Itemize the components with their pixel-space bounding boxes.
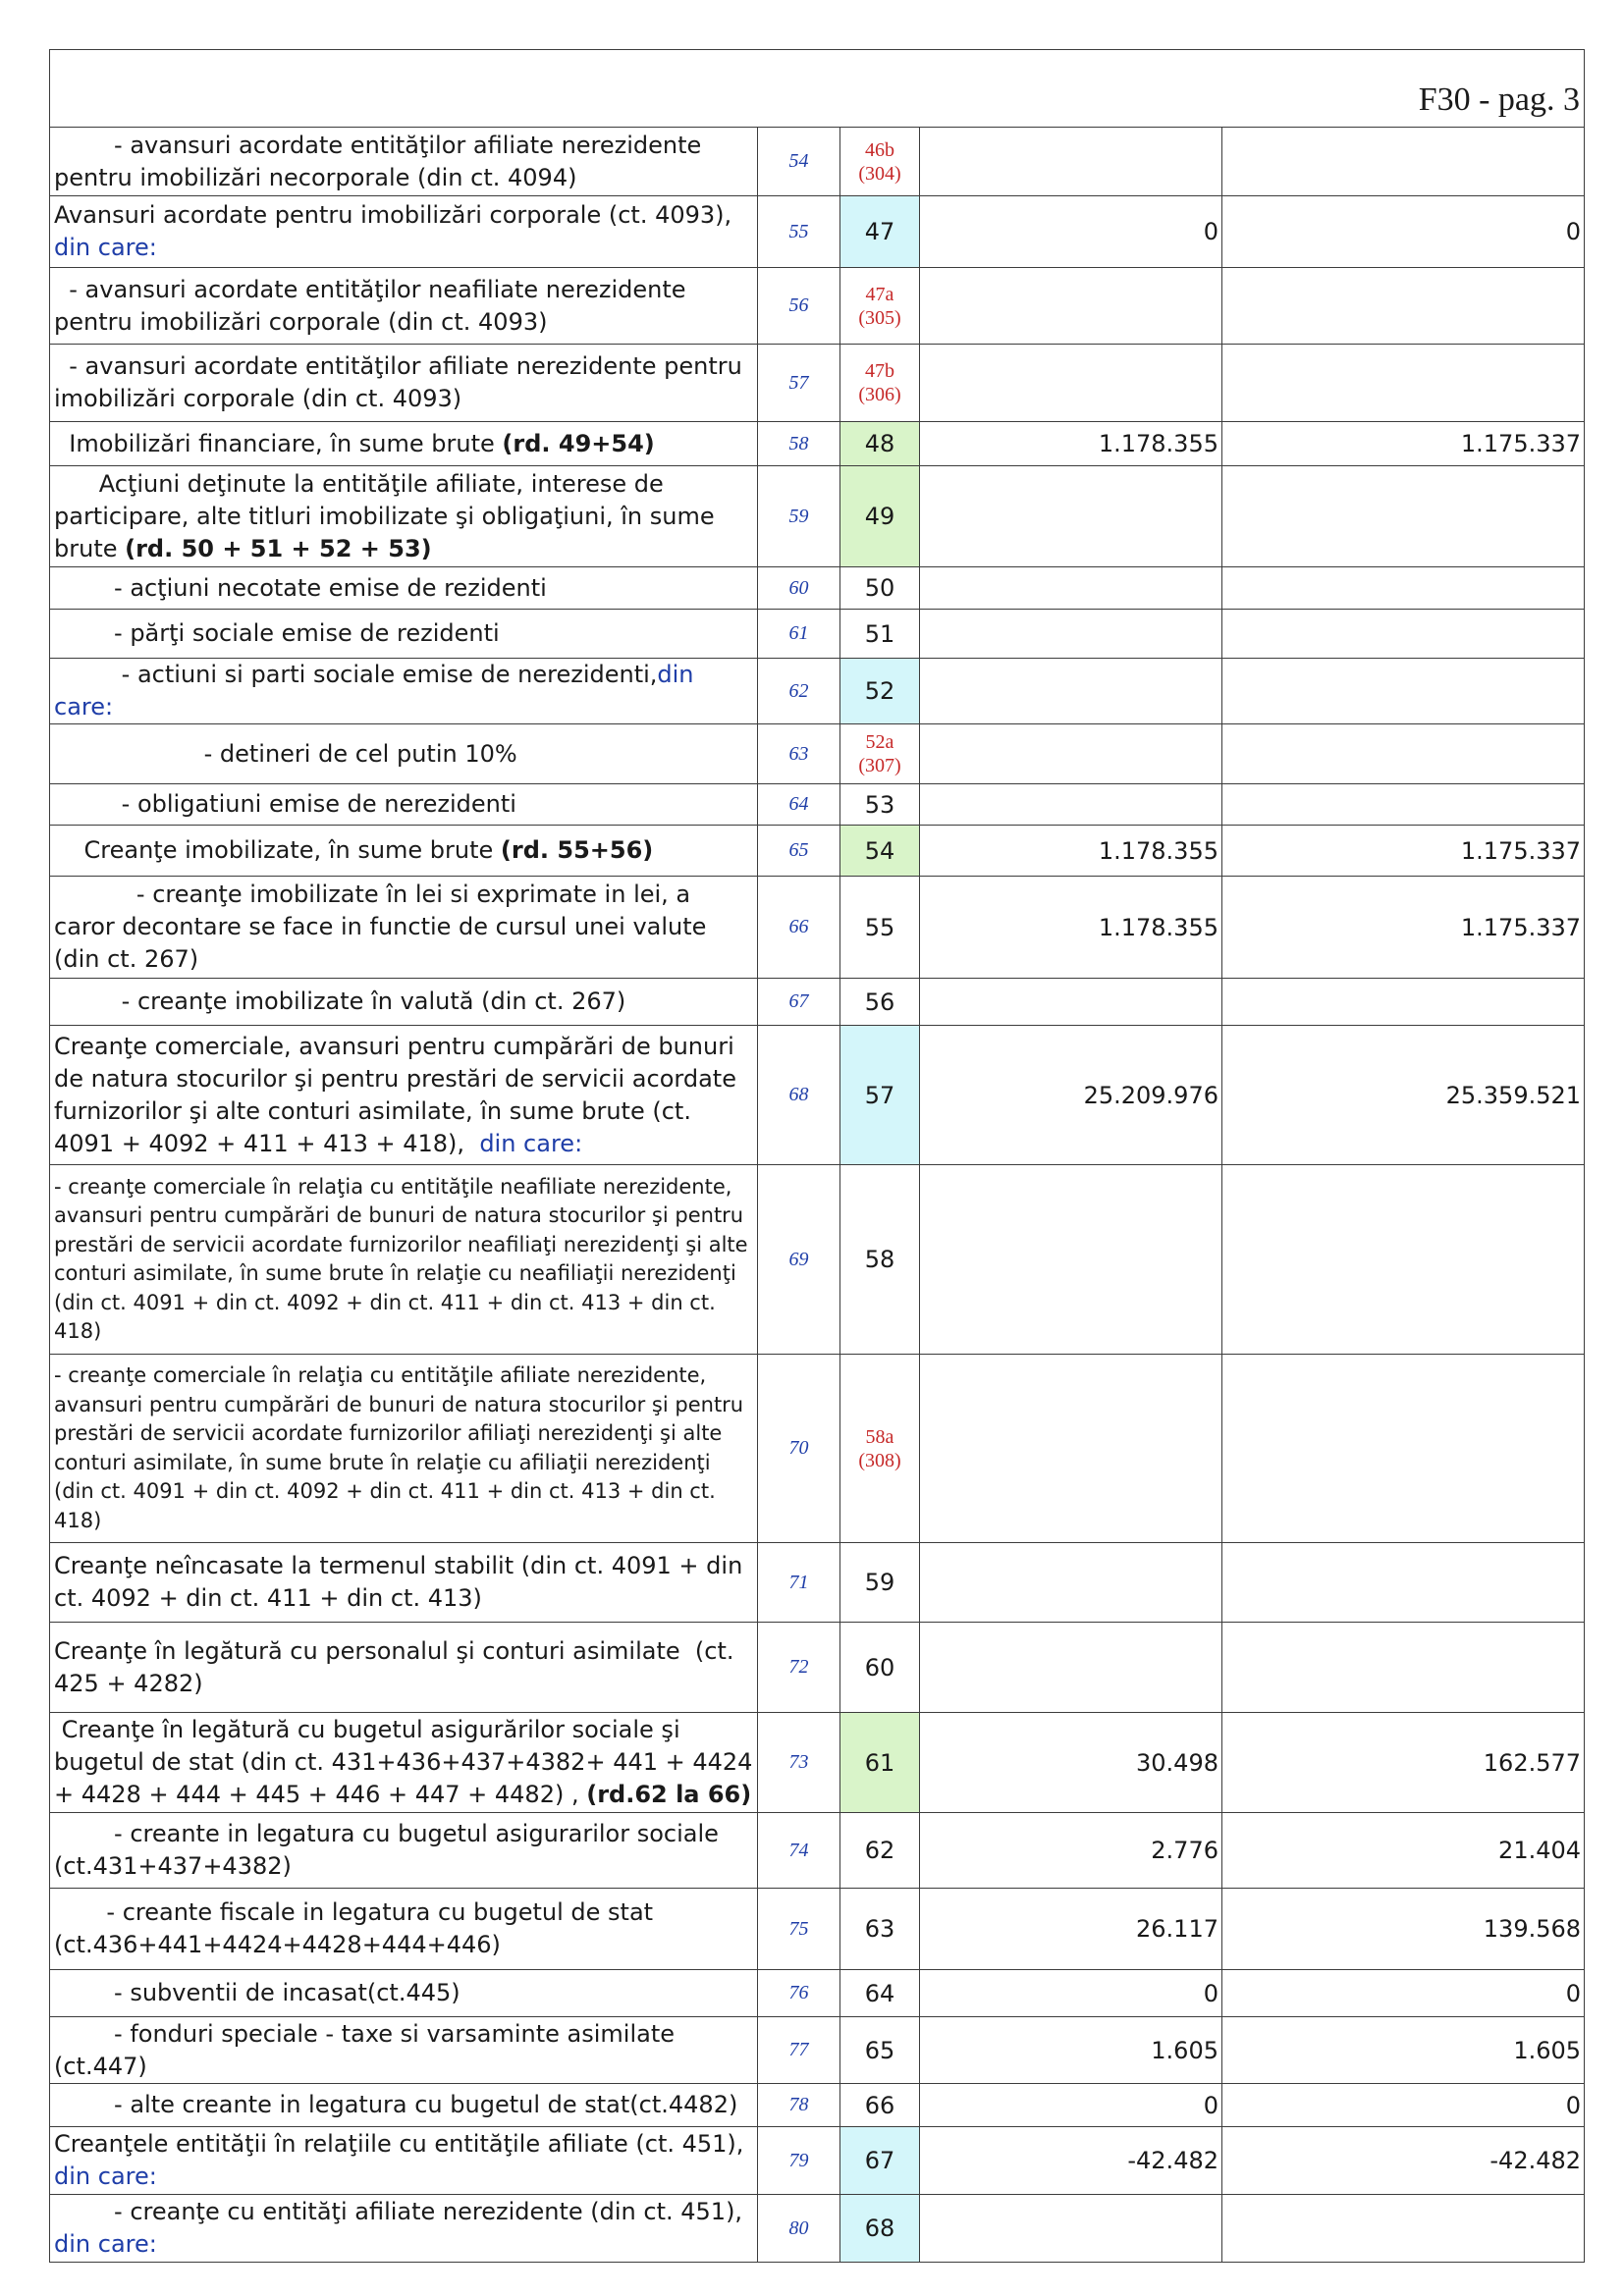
row-code bbox=[840, 2127, 920, 2195]
row-number: 54 bbox=[758, 128, 840, 196]
row-code bbox=[840, 1543, 920, 1623]
value-start-period bbox=[920, 1165, 1222, 1355]
value-end-period: 162.577 bbox=[1222, 1713, 1585, 1813]
row-description bbox=[50, 196, 758, 268]
value-end-period: 1.605 bbox=[1222, 2017, 1585, 2084]
table-row bbox=[50, 2017, 1585, 2084]
row-code bbox=[840, 2195, 920, 2263]
row-description bbox=[50, 1970, 758, 2017]
value-start-period bbox=[920, 1355, 1222, 1543]
row-code bbox=[840, 422, 920, 466]
row-code bbox=[840, 1623, 920, 1713]
description-segment: - obligatiuni emise de nerezidenti bbox=[54, 790, 516, 818]
row-description bbox=[50, 2127, 758, 2195]
description-segment: - actiuni si parti sociale emise de nerezidenti, bbox=[54, 661, 658, 688]
row-code-primary: 52 bbox=[864, 677, 895, 705]
row-code-primary: 61 bbox=[864, 1748, 895, 1777]
row-code bbox=[840, 268, 920, 345]
row-code-secondary: (305) bbox=[858, 306, 901, 329]
row-number: 60 bbox=[758, 567, 840, 610]
balance-sheet-table bbox=[49, 49, 1585, 2263]
value-end-period bbox=[1222, 345, 1585, 422]
row-number: 80 bbox=[758, 2195, 840, 2263]
row-description bbox=[50, 1165, 758, 1355]
row-number: 72 bbox=[758, 1623, 840, 1713]
table-row bbox=[50, 2084, 1585, 2127]
description-segment: (rd.62 la 66) bbox=[586, 1781, 752, 1808]
value-end-period bbox=[1222, 128, 1585, 196]
description-segment: - subventii de incasat(ct.445) bbox=[54, 1979, 460, 2006]
row-code bbox=[840, 196, 920, 268]
value-start-period: 1.178.355 bbox=[920, 422, 1222, 466]
row-code bbox=[840, 466, 920, 567]
description-segment: Acţiuni deţinute la entităţile afiliate, interese de participare, alte titluri imobilizate şi obligaţiuni, în sume brute bbox=[54, 469, 723, 562]
table-row bbox=[50, 1713, 1585, 1813]
description-segment: din care: bbox=[479, 1129, 583, 1157]
row-code bbox=[840, 1355, 920, 1543]
row-number: 57 bbox=[758, 345, 840, 422]
row-number: 62 bbox=[758, 659, 840, 724]
row-code bbox=[840, 724, 920, 784]
row-number: 68 bbox=[758, 1026, 840, 1165]
row-description bbox=[50, 877, 758, 979]
description-segment: (rd. 55+56) bbox=[500, 836, 654, 864]
row-code-secondary: (304) bbox=[858, 162, 901, 185]
table-row bbox=[50, 128, 1585, 196]
value-end-period bbox=[1222, 1165, 1585, 1355]
value-end-period bbox=[1222, 466, 1585, 567]
row-number: 58 bbox=[758, 422, 840, 466]
row-code-primary: 67 bbox=[864, 2147, 895, 2174]
row-code-primary: 58a bbox=[865, 1425, 894, 1448]
value-start-period: 0 bbox=[920, 1970, 1222, 2017]
page-header-row bbox=[50, 50, 1585, 128]
row-code-primary: 46b bbox=[865, 138, 894, 161]
table-row bbox=[50, 1543, 1585, 1623]
row-code-primary: 58 bbox=[864, 1246, 895, 1273]
value-start-period bbox=[920, 345, 1222, 422]
row-description bbox=[50, 1543, 758, 1623]
value-start-period: 30.498 bbox=[920, 1713, 1222, 1813]
value-end-period: 0 bbox=[1222, 1970, 1585, 2017]
value-end-period: 21.404 bbox=[1222, 1813, 1585, 1889]
row-code-primary: 62 bbox=[864, 1837, 895, 1864]
table-row bbox=[50, 1165, 1585, 1355]
table-row bbox=[50, 196, 1585, 268]
row-number: 78 bbox=[758, 2084, 840, 2127]
row-code bbox=[840, 2084, 920, 2127]
table-row bbox=[50, 1889, 1585, 1970]
description-segment: din care: bbox=[54, 234, 157, 261]
row-code-primary: 56 bbox=[864, 988, 895, 1016]
value-start-period bbox=[920, 2195, 1222, 2263]
table-row bbox=[50, 659, 1585, 724]
description-segment: - creante fiscale in legatura cu bugetul de stat (ct.436+441+4424+4428+444+446) bbox=[54, 1898, 661, 1958]
value-end-period bbox=[1222, 1623, 1585, 1713]
row-code bbox=[840, 1970, 920, 2017]
row-description bbox=[50, 1813, 758, 1889]
description-segment: - părţi sociale emise de rezidenti bbox=[54, 619, 500, 647]
row-number: 79 bbox=[758, 2127, 840, 2195]
value-start-period bbox=[920, 567, 1222, 610]
row-code-primary: 64 bbox=[864, 1979, 895, 2007]
description-segment: Creanţe în legătură cu bugetul asigurărilor sociale şi bugetul de stat (din ct. 431+436+437+4382+ 441 + 4424 + 4428 + 444 + 445 + 446 + 447 + 4482) , bbox=[54, 1716, 761, 1808]
description-segment: - fonduri speciale - taxe si varsaminte asimilate (ct.447) bbox=[54, 2019, 682, 2080]
table-row bbox=[50, 567, 1585, 610]
value-end-period bbox=[1222, 610, 1585, 659]
description-segment: - acţiuni necotate emise de rezidenti bbox=[54, 573, 547, 602]
value-end-period bbox=[1222, 1355, 1585, 1543]
row-number: 59 bbox=[758, 466, 840, 567]
row-code-primary: 59 bbox=[864, 1569, 895, 1596]
table-row bbox=[50, 345, 1585, 422]
row-code-primary: 47a bbox=[865, 283, 894, 305]
value-end-period bbox=[1222, 659, 1585, 724]
row-number: 55 bbox=[758, 196, 840, 268]
row-number: 75 bbox=[758, 1889, 840, 1970]
table-row bbox=[50, 1813, 1585, 1889]
value-start-period bbox=[920, 724, 1222, 784]
description-segment: - avansuri acordate entităţilor neafiliate nerezidente pentru imobilizări corporale (din ct. 4093) bbox=[54, 275, 694, 336]
row-description bbox=[50, 1889, 758, 1970]
value-end-period: 1.175.337 bbox=[1222, 877, 1585, 979]
value-end-period bbox=[1222, 784, 1585, 826]
table-row bbox=[50, 784, 1585, 826]
row-description bbox=[50, 2017, 758, 2084]
description-segment: din care: bbox=[54, 2230, 157, 2258]
row-number: 61 bbox=[758, 610, 840, 659]
value-start-period bbox=[920, 1623, 1222, 1713]
row-description bbox=[50, 268, 758, 345]
value-end-period bbox=[1222, 268, 1585, 345]
description-segment: din care: bbox=[54, 2163, 157, 2190]
row-description bbox=[50, 1026, 758, 1165]
row-description bbox=[50, 1355, 758, 1543]
value-end-period: 0 bbox=[1222, 2084, 1585, 2127]
value-start-period bbox=[920, 979, 1222, 1026]
value-end-period: -42.482 bbox=[1222, 2127, 1585, 2195]
row-number: 73 bbox=[758, 1713, 840, 1813]
row-code-primary: 68 bbox=[864, 2215, 895, 2242]
value-start-period bbox=[920, 1543, 1222, 1623]
row-code-primary: 47 bbox=[864, 218, 895, 245]
description-segment: - alte creante in legatura cu bugetul de stat(ct.4482) bbox=[54, 2091, 738, 2118]
value-start-period: 25.209.976 bbox=[920, 1026, 1222, 1165]
value-end-period bbox=[1222, 1543, 1585, 1623]
row-code-secondary: (308) bbox=[858, 1449, 901, 1471]
value-start-period bbox=[920, 268, 1222, 345]
row-code-primary: 55 bbox=[864, 913, 895, 941]
description-segment: - avansuri acordate entităţilor afiliate nerezidente pentru imobilizări necorporale (din ct. 4094) bbox=[54, 131, 709, 191]
row-description bbox=[50, 724, 758, 784]
value-start-period bbox=[920, 466, 1222, 567]
row-description bbox=[50, 2084, 758, 2127]
row-code-primary: 60 bbox=[864, 1653, 895, 1682]
table-row bbox=[50, 1623, 1585, 1713]
table-row bbox=[50, 1970, 1585, 2017]
row-number: 66 bbox=[758, 877, 840, 979]
row-code-primary: 48 bbox=[864, 430, 895, 457]
description-segment: - creanţe cu entităţi afiliate nerezidente (din ct. 451), bbox=[54, 2198, 750, 2225]
row-description bbox=[50, 1623, 758, 1713]
row-code bbox=[840, 1165, 920, 1355]
row-code-primary: 49 bbox=[864, 503, 895, 530]
row-description bbox=[50, 567, 758, 610]
value-start-period bbox=[920, 784, 1222, 826]
row-code bbox=[840, 1713, 920, 1813]
row-description bbox=[50, 466, 758, 567]
value-start-period: 26.117 bbox=[920, 1889, 1222, 1970]
description-segment: Avansuri acordate pentru imobilizări corporale (ct. 4093), bbox=[54, 201, 747, 229]
description-segment: Creanţe imobilizate, în sume brute bbox=[54, 836, 501, 864]
description-segment: - avansuri acordate entităţilor afiliate nerezidente pentru imobilizări corporale (din ct. 4093) bbox=[54, 352, 750, 412]
row-description bbox=[50, 345, 758, 422]
row-number: 63 bbox=[758, 724, 840, 784]
description-segment: - creanţe comerciale în relaţia cu entităţile neafiliate nerezidente, avansuri pentru cumpărări de bunuri de natura stocurilor şi pentru prestări de servicii acordate furnizorilor neafiliaţi nerezidenţi şi alte conturi asimilate, în sume brute în relaţie cu neafiliaţii nerezidenţi (din ct. 4091 + din ct. 4092 + din ct. 411 + din ct. 413 + din ct. 418) bbox=[54, 1174, 755, 1343]
row-number: 77 bbox=[758, 2017, 840, 2084]
row-code-primary: 57 bbox=[864, 1081, 895, 1109]
value-start-period: 1.605 bbox=[920, 2017, 1222, 2084]
table-row bbox=[50, 1026, 1585, 1165]
table-row bbox=[50, 422, 1585, 466]
value-start-period bbox=[920, 610, 1222, 659]
row-code-primary: 47b bbox=[865, 360, 894, 382]
row-code bbox=[840, 610, 920, 659]
row-description bbox=[50, 659, 758, 724]
table-row bbox=[50, 2195, 1585, 2263]
value-start-period: 0 bbox=[920, 196, 1222, 268]
value-start-period bbox=[920, 659, 1222, 724]
description-segment: - creanţe imobilizate în lei si exprimate in lei, a caror decontare se face in functie de cursul unei valute (din ct. 267) bbox=[54, 881, 722, 973]
description-segment: Creanţe comerciale, avansuri pentru cumpărări de bunuri de natura stocurilor şi pentru prestări de servicii acordate furnizorilor şi alte conturi asimilate, în sume brute (ct. 4091 + 4092 + 411 + 413 + 418), bbox=[54, 1032, 744, 1157]
row-code-primary: 65 bbox=[864, 2036, 895, 2064]
table-row bbox=[50, 2127, 1585, 2195]
description-segment: - creanţe comerciale în relaţia cu entităţile afiliate nerezidente, avansuri pentru cumpărări de bunuri de natura stocurilor şi pentru prestări de servicii acordate furnizorilor afiliaţi nerezidenţi şi alte conturi asimilate, în sume brute în relaţie cu afiliaţii nerezidenţi (din ct. 4091 + din ct. 4092 + din ct. 411 + din ct. 413 + din ct. 418) bbox=[54, 1363, 750, 1532]
description-segment: Creanţele entităţii în relaţiile cu entităţile afiliate (ct. 451), bbox=[54, 2130, 759, 2158]
row-description bbox=[50, 1713, 761, 1813]
table-row bbox=[50, 268, 1585, 345]
page-label: F30 - pag. 3 bbox=[50, 50, 1585, 128]
description-segment: (rd. 49+54) bbox=[502, 429, 655, 457]
row-description bbox=[50, 979, 758, 1026]
row-code bbox=[840, 877, 920, 979]
description-segment: - creanţe imobilizate în valută (din ct. 267) bbox=[54, 988, 626, 1015]
description-segment: Creanţe în legătură cu personalul şi conturi asimilate (ct. 425 + 4282) bbox=[54, 1636, 742, 1697]
row-code bbox=[840, 567, 920, 610]
table-row bbox=[50, 1355, 1585, 1543]
row-number: 70 bbox=[758, 1355, 840, 1543]
row-description bbox=[50, 826, 758, 877]
description-segment: - detineri de cel putin 10% bbox=[54, 739, 517, 768]
value-end-period bbox=[1222, 567, 1585, 610]
value-end-period: 25.359.521 bbox=[1222, 1026, 1585, 1165]
description-segment: (rd. 50 + 51 + 52 + 53) bbox=[125, 534, 432, 562]
row-number: 69 bbox=[758, 1165, 840, 1355]
row-number: 64 bbox=[758, 784, 840, 826]
row-code bbox=[840, 2017, 920, 2084]
row-code bbox=[840, 128, 920, 196]
description-segment: din care: bbox=[54, 661, 702, 721]
description-segment: Imobilizări financiare, în sume brute bbox=[54, 429, 503, 457]
value-end-period: 139.568 bbox=[1222, 1889, 1585, 1970]
row-number: 76 bbox=[758, 1970, 840, 2017]
value-start-period: 0 bbox=[920, 2084, 1222, 2127]
row-code bbox=[840, 1889, 920, 1970]
description-segment: Creanţe neîncasate la termenul stabilit (din ct. 4091 + din ct. 4092 + din ct. 411 + din ct. 413) bbox=[54, 1552, 750, 1612]
row-code-primary: 66 bbox=[864, 2091, 895, 2119]
row-code bbox=[840, 826, 920, 877]
row-code-primary: 51 bbox=[864, 619, 895, 648]
table-row bbox=[50, 466, 1585, 567]
row-code bbox=[840, 979, 920, 1026]
table-row bbox=[50, 610, 1585, 659]
value-start-period: 1.178.355 bbox=[920, 826, 1222, 877]
row-number: 74 bbox=[758, 1813, 840, 1889]
table-row bbox=[50, 724, 1585, 784]
table-row bbox=[50, 979, 1585, 1026]
row-description bbox=[50, 2195, 758, 2263]
row-code-primary: 63 bbox=[864, 1915, 895, 1943]
row-code bbox=[840, 659, 920, 724]
value-start-period: -42.482 bbox=[920, 2127, 1222, 2195]
value-start-period: 2.776 bbox=[920, 1813, 1222, 1889]
row-number: 71 bbox=[758, 1543, 840, 1623]
row-code bbox=[840, 784, 920, 826]
value-start-period bbox=[920, 128, 1222, 196]
value-end-period: 0 bbox=[1222, 196, 1585, 268]
value-end-period bbox=[1222, 724, 1585, 784]
table-row bbox=[50, 826, 1585, 877]
table-row bbox=[50, 877, 1585, 979]
row-code-secondary: (307) bbox=[858, 755, 901, 776]
value-start-period: 1.178.355 bbox=[920, 877, 1222, 979]
value-end-period bbox=[1222, 2195, 1585, 2263]
value-end-period: 1.175.337 bbox=[1222, 422, 1585, 466]
value-end-period bbox=[1222, 979, 1585, 1026]
value-end-period: 1.175.337 bbox=[1222, 826, 1585, 877]
row-code bbox=[840, 345, 920, 422]
row-code bbox=[840, 1813, 920, 1889]
row-number: 56 bbox=[758, 268, 840, 345]
row-code-primary: 53 bbox=[864, 790, 895, 819]
row-code bbox=[840, 1026, 920, 1165]
row-code-primary: 50 bbox=[864, 574, 895, 602]
row-number: 67 bbox=[758, 979, 840, 1026]
row-description bbox=[50, 422, 758, 466]
row-code-primary: 52a bbox=[865, 731, 894, 753]
row-code-secondary: (306) bbox=[858, 384, 901, 405]
description-segment: - creante in legatura cu bugetul asigurarilor sociale (ct.431+437+4382) bbox=[54, 1820, 727, 1880]
row-description bbox=[50, 610, 758, 659]
row-number: 65 bbox=[758, 826, 840, 877]
row-description bbox=[50, 128, 758, 196]
row-description bbox=[50, 784, 758, 826]
row-code-primary: 54 bbox=[864, 836, 895, 865]
